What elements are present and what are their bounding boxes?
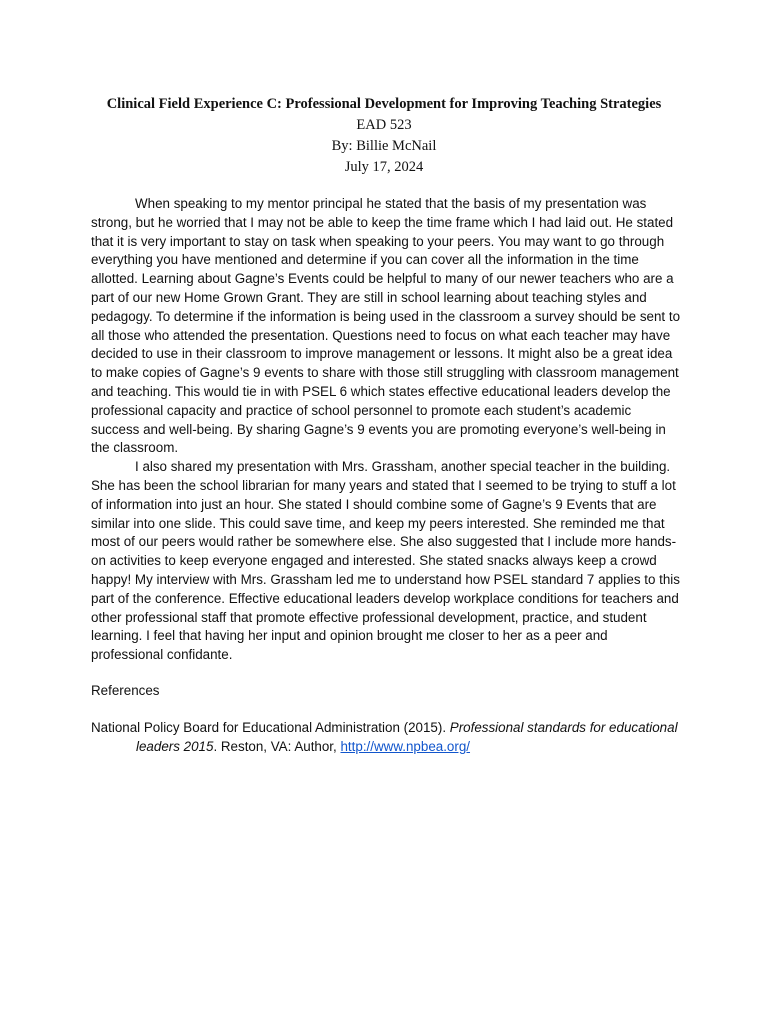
- reference-title: Professional standards for educational leaders 2015: [136, 720, 678, 754]
- reference-author-year: National Policy Board for Educational Administration (2015).: [91, 720, 450, 735]
- document-date: July 17, 2024: [344, 159, 424, 175]
- references-heading: References: [91, 683, 160, 698]
- document-header: [80, 94, 688, 178]
- body-paragraph-2: I also shared my presentation with Mrs. Grassham, another special teacher in the building. She has been the school librarian for many years and stated that I seemed to be trying to stuff a lot of information into just an hour. She stated I should combine some of Gagne’s 9 Events that are similar into one slide. This could save time, and keep my peers interested. She reminded me that most of our peers would rather be somewhere else. She also suggested that I include more hands-on activities to keep everyone engaged and interested. She stated snacks always keep a crowd happy! My interview with Mrs. Grassham led me to understand how PSEL standard 7 applies to this part of the conference. Effective educational leaders develop workplace conditions for teachers and other professional staff that promote effective professional development, practice, and student learning. I feel that having her input and opinion brought me closer to her as a peer and professional confidante.: [91, 459, 680, 663]
- author-line: By: Billie McNail: [331, 138, 437, 154]
- reference-link[interactable]: http://www.npbea.org/: [340, 738, 471, 754]
- body-paragraph-1: When speaking to my mentor principal he stated that the basis of my presentation was strong, but he worried that I may not be able to keep the time frame which I had laid out. He stated that it is very important to stay on task when speaking to your peers. You may want to go through everything you have mentioned and determine if you can cover all the information in the time allotted. Learning about Gagne’s Events could be helpful to many of our newer teachers who are a part of our new Home Grown Grant. They are still in school learning about teaching styles and pedagogy. To determine if the information is being used in the classroom a survey should be sent to all those who attended the presentation. Questions need to focus on what each teacher may have decided to use in their classroom to improve management or lessons. It might also be a great idea to make copies of Gagne’s 9 events to share with those still struggling with classroom management and teaching. This would tie in with PSEL 6 which states effective educational leaders develop the professional capacity and practice of school personnel to promote each student’s academic success and well-being. By sharing Gagne’s 9 events you are promoting everyone’s well-being in the classroom.: [91, 196, 681, 456]
- reference-publisher: . Reston, VA: Author,: [213, 738, 341, 754]
- document-body: [91, 195, 683, 665]
- document-title: Clinical Field Experience C: Professional Development for Improving Teaching Strategies: [106, 96, 662, 112]
- course-code: EAD 523: [356, 117, 412, 133]
- reference-entry: [91, 719, 683, 757]
